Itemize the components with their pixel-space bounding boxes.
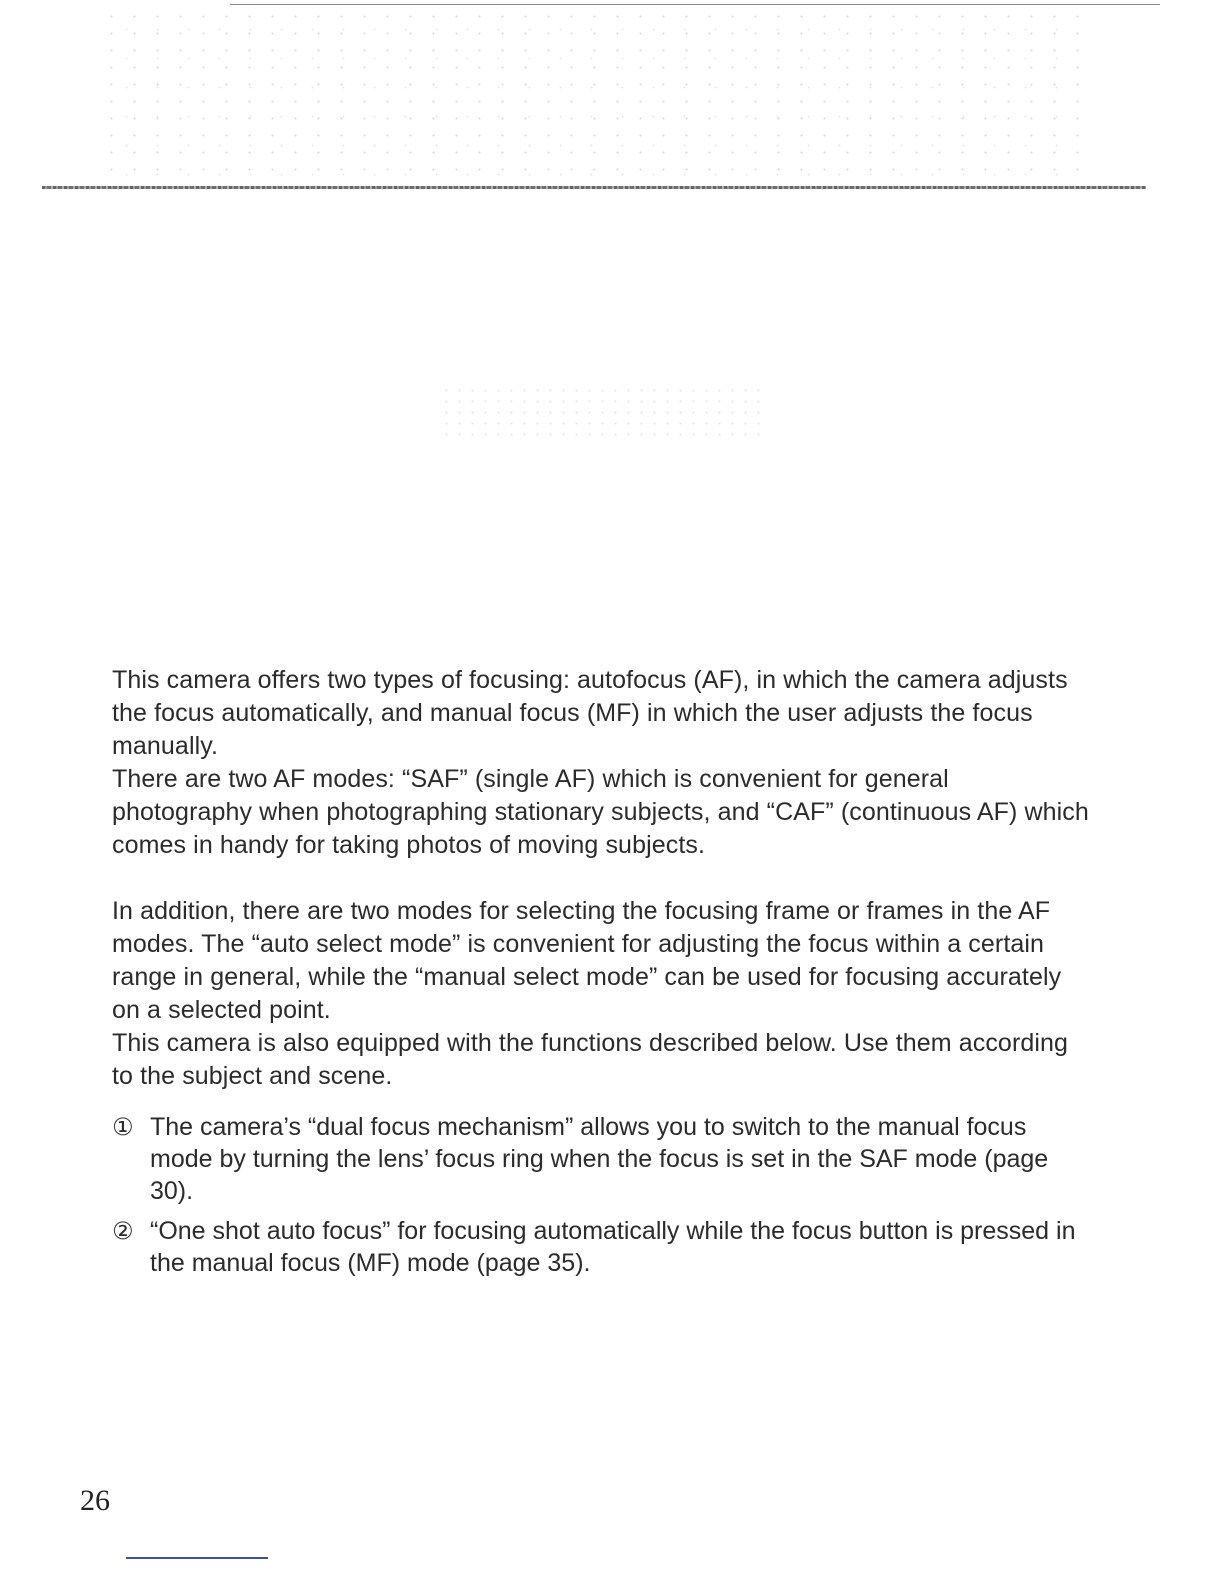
body-content [112, 664, 1092, 1287]
header-top-rule [230, 4, 1160, 5]
function-list [112, 1111, 1092, 1279]
header-faded-area [100, 8, 1080, 178]
list-item [112, 1215, 1092, 1279]
faded-section-title [440, 385, 760, 440]
paragraph-af-modes: There are two AF modes: “SAF” (single AF) which is convenient for general photography when photographing stationary subjects, and “CAF” (continuous AF) which comes in handy for taking photos of moving subjects. [112, 765, 1089, 859]
header-bottom-rule [42, 186, 1146, 189]
list-item [112, 1111, 1092, 1207]
circled-number-icon: ② [112, 1217, 134, 1245]
footer-rule [126, 1557, 268, 1559]
circled-number-icon: ① [112, 1113, 134, 1141]
paragraph-functions: This camera is also equipped with the functions described below. Use them according to the subject and scene. [112, 1029, 1069, 1090]
paragraph-gap [112, 862, 1092, 895]
page-number: 26 [80, 1484, 110, 1517]
list-item-text: “One shot auto focus” for focusing automatically while the focus button is pressed in the manual focus (MF) mode (page 35). [150, 1217, 1076, 1277]
paragraph-select-modes: In addition, there are two modes for selecting the focusing frame or frames in the AF modes. The “auto select mode” is convenient for adjusting the focus within a certain range in general, while the “manual select mode” can be used for focusing accurately on a selected point. [112, 897, 1062, 1024]
paragraph-focusing-types: This camera offers two types of focusing: autofocus (AF), in which the camera adjusts the focus automatically, and manual focus (MF) in which the user adjusts the focus manually. [112, 666, 1068, 760]
list-item-text: The camera’s “dual focus mechanism” allows you to switch to the manual focus mode by turning the lens’ focus ring when the focus is set in the SAF mode (page 30). [150, 1113, 1049, 1205]
